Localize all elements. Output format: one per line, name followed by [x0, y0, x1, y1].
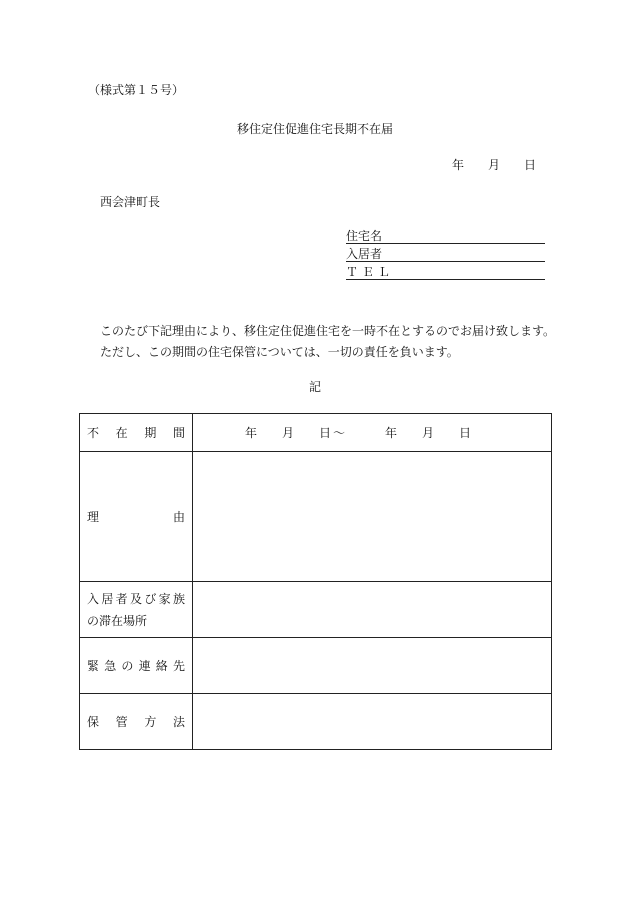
resident-label: 入居者 — [346, 247, 383, 261]
storage-method-label — [80, 694, 193, 750]
label-char: 居 — [101, 591, 114, 606]
label-char: 入 — [87, 591, 100, 606]
label-char: 間 — [172, 426, 185, 440]
label-char: 不 — [87, 426, 100, 440]
table-row-period — [80, 414, 552, 452]
recipient: 西会津町長 — [100, 195, 161, 209]
period-start-month: 月 — [281, 426, 294, 440]
reason-value-cell[interactable] — [193, 452, 552, 582]
period-end-month: 月 — [421, 426, 434, 440]
table-row-storage — [80, 694, 552, 750]
date-month: 月 — [488, 158, 501, 172]
label-char: び — [144, 591, 157, 606]
label-char: 族 — [172, 591, 185, 606]
period-label — [80, 414, 193, 452]
period-end-year: 年 — [384, 426, 397, 440]
submission-date — [452, 156, 536, 173]
storage-method-value-cell[interactable] — [193, 694, 552, 750]
label-char: 絡 — [155, 659, 168, 673]
label-char: 及 — [129, 591, 142, 606]
tel-field[interactable] — [346, 265, 545, 280]
emergency-contact-value-cell[interactable] — [193, 638, 552, 694]
table-row-reason — [80, 452, 552, 582]
table-row-family — [80, 582, 552, 638]
family-location-label-line2: の滞在場所 — [87, 613, 148, 628]
label-char: 緊 — [87, 659, 100, 673]
housing-name-field[interactable] — [346, 229, 545, 244]
emergency-contact-label — [80, 638, 193, 694]
label-char: 在 — [115, 426, 128, 440]
period-value-cell[interactable] — [193, 414, 552, 452]
label-char: 管 — [115, 715, 128, 729]
page-title: 移住定住促進住宅長期不在届 — [236, 122, 393, 136]
family-location-label — [80, 582, 193, 638]
reason-label — [80, 452, 193, 582]
resident-field[interactable] — [346, 247, 545, 262]
label-char: 者 — [115, 591, 128, 606]
date-year: 年 — [452, 158, 465, 172]
label-char: 家 — [158, 591, 171, 606]
period-separator: ～ — [332, 426, 345, 440]
label-char: 急 — [104, 659, 117, 673]
period-start-day: 日 — [318, 426, 331, 440]
housing-name-label: 住宅名 — [346, 229, 383, 243]
absence-info-table — [79, 413, 552, 750]
label-char: 法 — [172, 715, 185, 729]
period-start-year: 年 — [244, 426, 257, 440]
family-location-value-cell[interactable] — [193, 582, 552, 638]
label-char: 保 — [87, 715, 100, 729]
ki-heading: 記 — [308, 380, 321, 394]
table-row-contact — [80, 638, 552, 694]
label-char: 先 — [172, 659, 185, 673]
label-char: 理 — [87, 510, 100, 524]
tel-label: ＴＥＬ — [346, 265, 395, 279]
period-end-day: 日 — [458, 426, 471, 440]
label-char: 期 — [144, 426, 157, 440]
form-number: （様式第１５号） — [88, 83, 185, 97]
body-text-line1: このたび下記理由により、移住定住促進住宅を一時不在とするのでお届け致します。 — [100, 324, 556, 338]
label-char: 連 — [138, 659, 151, 673]
label-char: の — [121, 659, 134, 673]
body-text-line2: ただし、この期間の住宅保管については、一切の責任を負います。 — [100, 345, 459, 359]
label-char: 由 — [172, 510, 185, 524]
date-day: 日 — [524, 158, 537, 172]
label-char: 方 — [144, 715, 157, 729]
